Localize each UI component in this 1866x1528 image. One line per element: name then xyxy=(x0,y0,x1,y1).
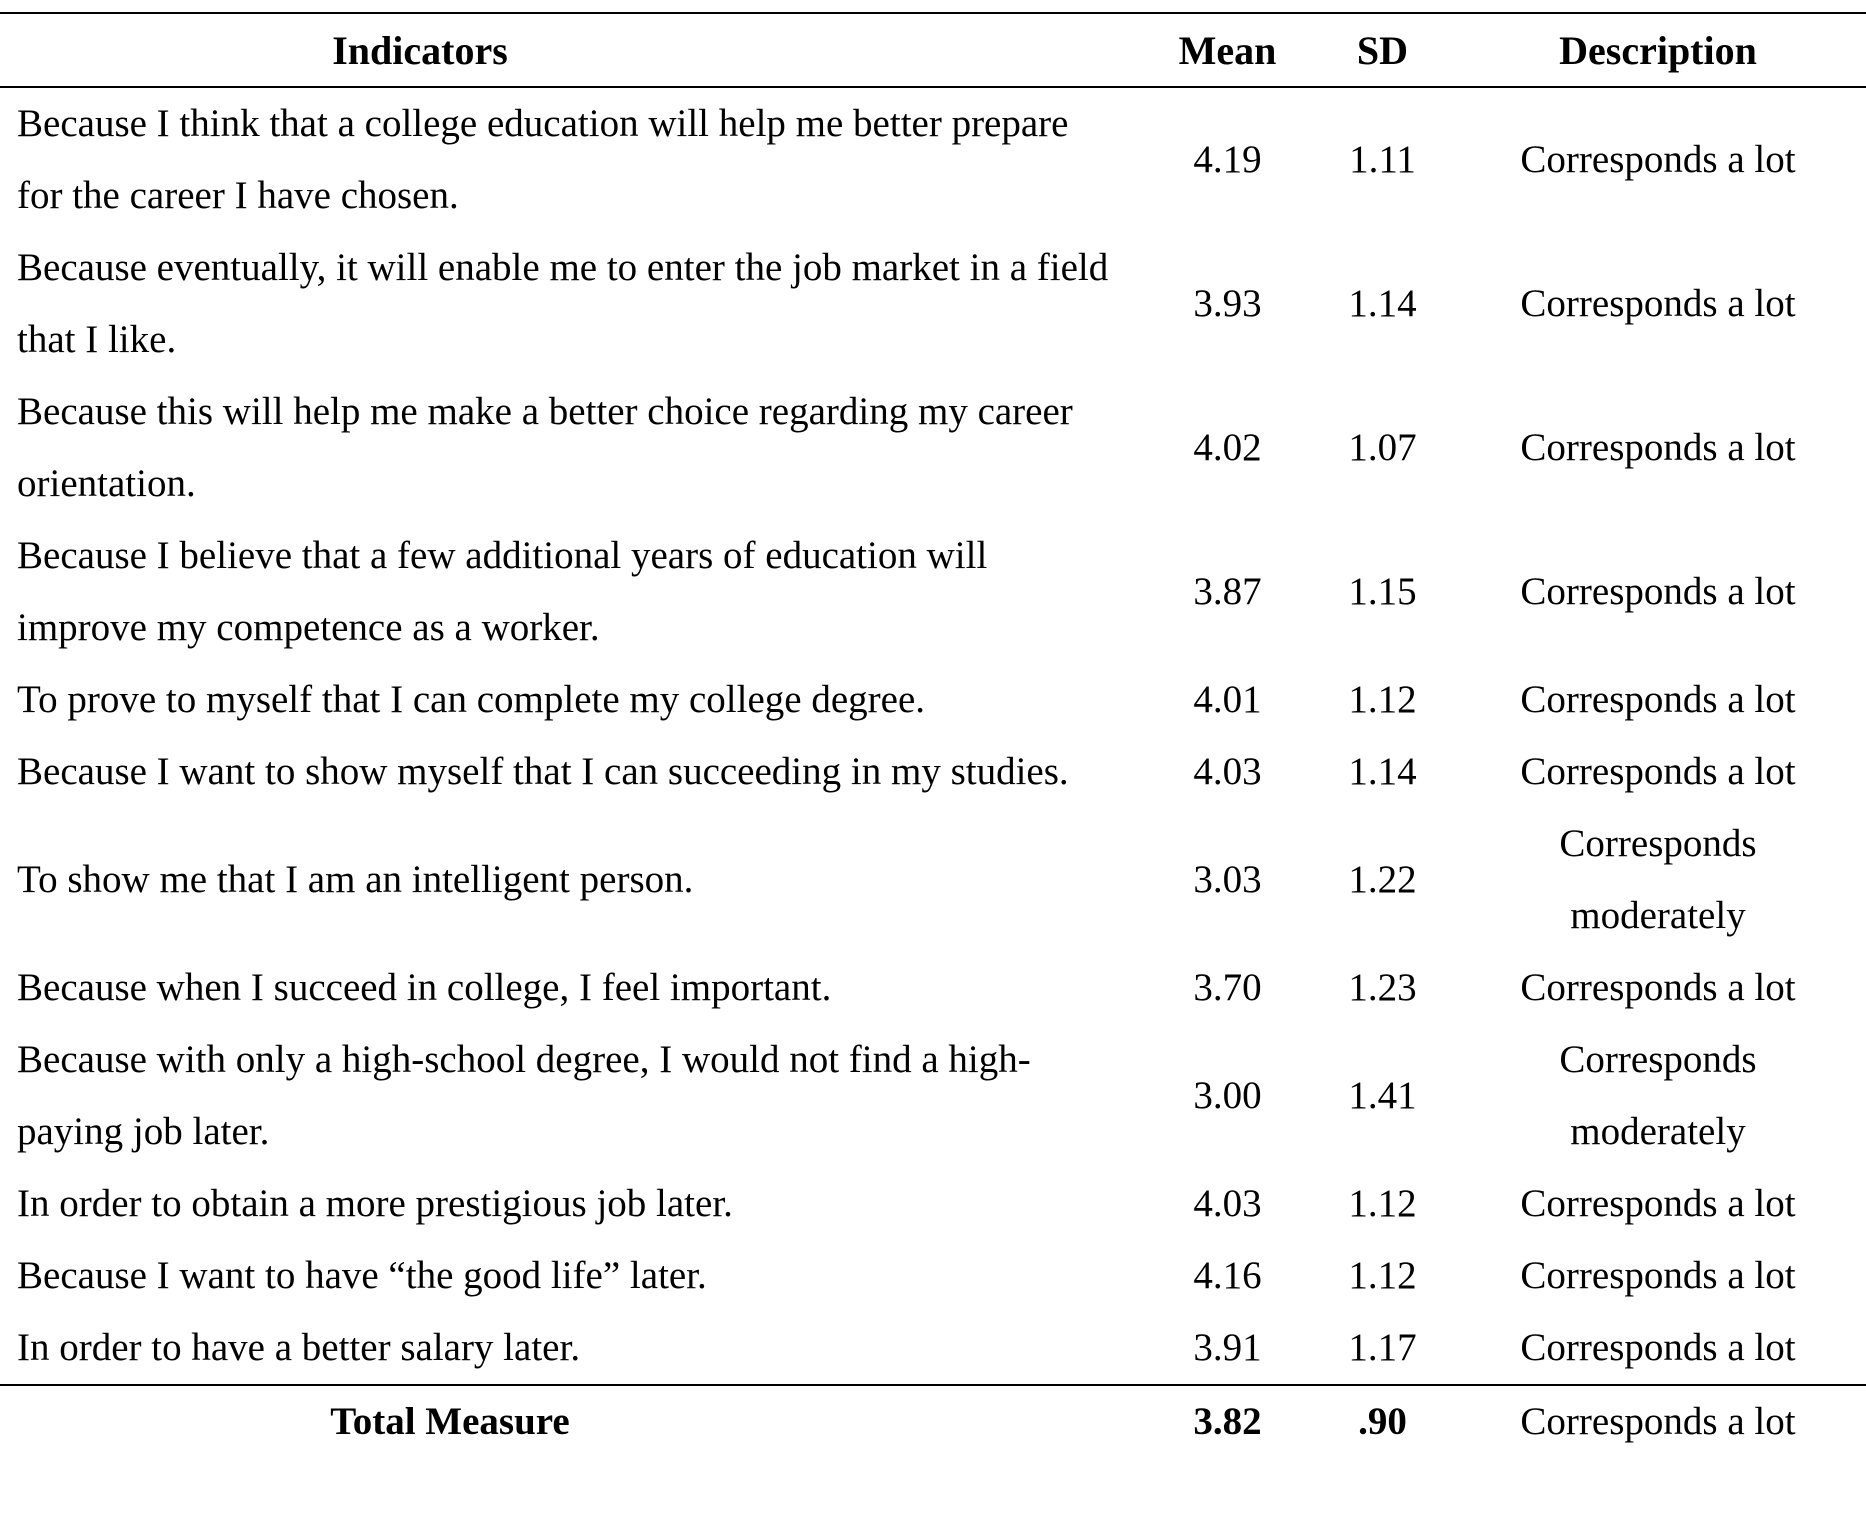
total-description: Corresponds a lot xyxy=(1450,1385,1866,1458)
indicator-cell: In order to have a better salary later. xyxy=(17,1326,581,1369)
indicator-cell: Because with only a high-school degree, I would not find a high-paying job later. xyxy=(17,1038,1031,1153)
indicator-cell: To show me that I am an intelligent person. xyxy=(17,858,694,901)
mean-cell: 4.16 xyxy=(1193,1254,1262,1297)
sd-cell: 1.07 xyxy=(1348,426,1417,469)
sd-cell: 1.17 xyxy=(1348,1326,1417,1369)
sd-cell: 1.41 xyxy=(1348,1074,1417,1117)
indicator-cell: Because I want to show myself that I can succeeding in my studies. xyxy=(17,750,1069,793)
table-row xyxy=(0,376,1866,520)
header-row xyxy=(0,13,1866,87)
description-cell: Corresponds a lot xyxy=(1520,750,1796,793)
results-table xyxy=(0,12,1866,1458)
header-mean: Mean xyxy=(1140,13,1315,87)
table-row xyxy=(0,664,1866,736)
table-row xyxy=(0,1240,1866,1312)
table-row xyxy=(0,1024,1866,1168)
results-table-container xyxy=(0,12,1866,1458)
total-row xyxy=(0,1385,1866,1458)
mean-cell: 4.03 xyxy=(1193,750,1262,793)
total-mean: 3.82 xyxy=(1140,1385,1315,1458)
description-cell: Corresponds a lot xyxy=(1520,1326,1796,1369)
indicator-cell: Because when I succeed in college, I feel important. xyxy=(17,966,832,1009)
mean-cell: 3.03 xyxy=(1193,858,1262,901)
mean-cell: 4.02 xyxy=(1193,426,1262,469)
mean-cell: 3.00 xyxy=(1193,1074,1262,1117)
header-indicators: Indicators xyxy=(0,13,1140,87)
description-cell: Corresponds moderately xyxy=(1559,1038,1757,1153)
indicator-cell: In order to obtain a more prestigious job later. xyxy=(17,1182,733,1225)
description-cell: Corresponds a lot xyxy=(1520,678,1796,721)
table-row xyxy=(0,952,1866,1024)
description-cell: Corresponds a lot xyxy=(1520,570,1796,613)
mean-cell: 4.19 xyxy=(1193,138,1262,181)
header-description: Description xyxy=(1450,13,1866,87)
sd-cell: 1.12 xyxy=(1348,1182,1417,1225)
mean-cell: 3.70 xyxy=(1193,966,1262,1009)
sd-cell: 1.15 xyxy=(1348,570,1417,613)
indicator-cell: To prove to myself that I can complete my college degree. xyxy=(17,678,926,721)
table-row xyxy=(0,232,1866,376)
description-cell: Corresponds a lot xyxy=(1520,1182,1796,1225)
description-cell: Corresponds a lot xyxy=(1520,1254,1796,1297)
header-sd: SD xyxy=(1315,13,1450,87)
indicator-cell: Because this will help me make a better choice regarding my career orientation. xyxy=(17,390,1073,505)
sd-cell: 1.23 xyxy=(1348,966,1417,1009)
table-row xyxy=(0,736,1866,808)
sd-cell: 1.11 xyxy=(1349,138,1416,181)
indicator-cell: Because eventually, it will enable me to enter the job market in a field that I like. xyxy=(17,246,1109,361)
table-body xyxy=(0,87,1866,1458)
mean-cell: 4.01 xyxy=(1193,678,1262,721)
total-label: Total Measure xyxy=(0,1385,1140,1458)
mean-cell: 3.91 xyxy=(1193,1326,1262,1369)
sd-cell: 1.14 xyxy=(1348,282,1417,325)
table-row xyxy=(0,808,1866,952)
sd-cell: 1.12 xyxy=(1348,1254,1417,1297)
description-cell: Corresponds a lot xyxy=(1520,138,1796,181)
description-cell: Corresponds moderately xyxy=(1559,822,1757,937)
mean-cell: 3.87 xyxy=(1193,570,1262,613)
mean-cell: 4.03 xyxy=(1193,1182,1262,1225)
sd-cell: 1.12 xyxy=(1348,678,1417,721)
mean-cell: 3.93 xyxy=(1193,282,1262,325)
sd-cell: 1.22 xyxy=(1348,858,1417,901)
indicator-cell: Because I want to have “the good life” later. xyxy=(17,1254,707,1297)
description-cell: Corresponds a lot xyxy=(1520,426,1796,469)
table-row xyxy=(0,1168,1866,1240)
table-row xyxy=(0,520,1866,664)
description-cell: Corresponds a lot xyxy=(1520,966,1796,1009)
total-sd: .90 xyxy=(1315,1385,1450,1458)
indicator-cell: Because I think that a college education will help me better prepare for the career I have chosen. xyxy=(17,102,1069,217)
description-cell: Corresponds a lot xyxy=(1520,282,1796,325)
sd-cell: 1.14 xyxy=(1348,750,1417,793)
indicator-cell: Because I believe that a few additional years of education will improve my competence as a worker. xyxy=(17,534,988,649)
table-row xyxy=(0,87,1866,232)
table-row xyxy=(0,1312,1866,1385)
